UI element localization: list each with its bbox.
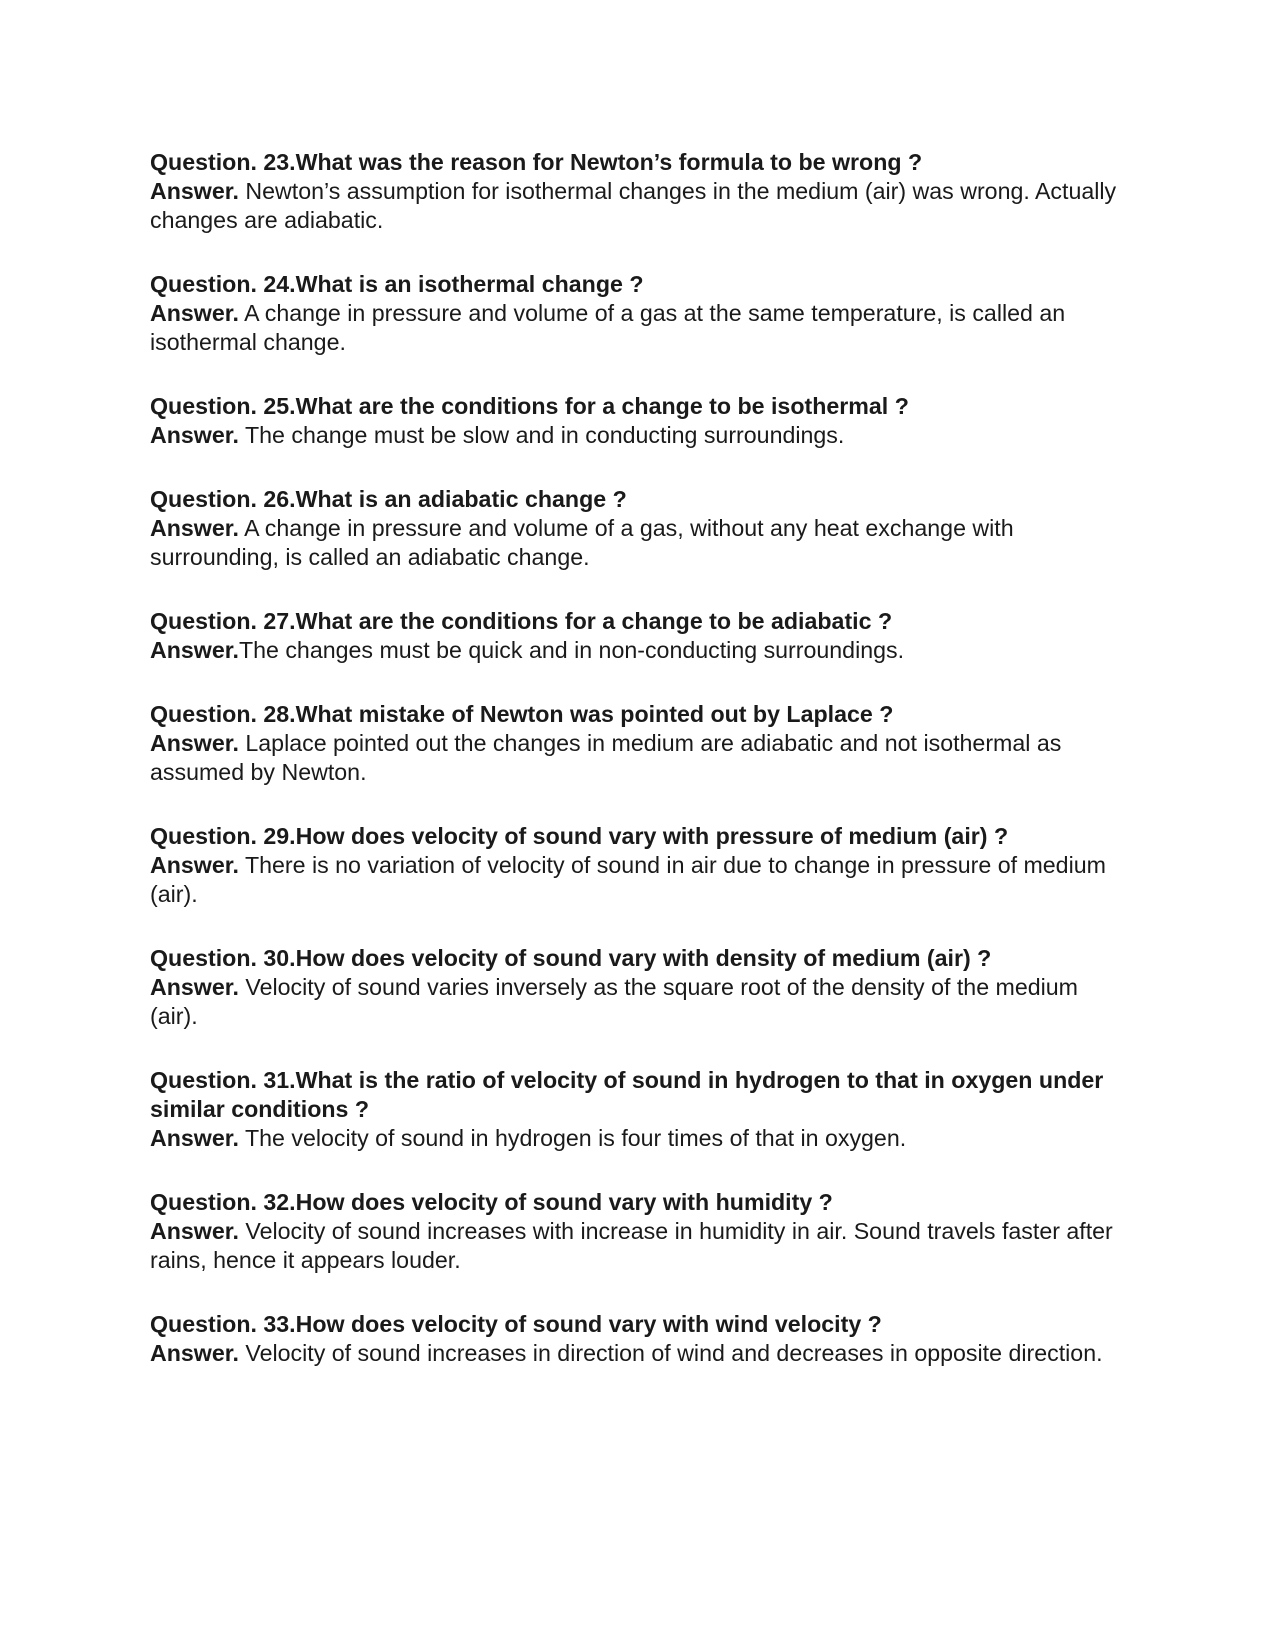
answer-paragraph [150, 514, 1120, 572]
answer-text: There is no variation of velocity of sound in air due to change in pressure of medium (air). [150, 852, 1106, 907]
qa-item-33 [150, 1310, 1120, 1368]
answer-text: The changes must be quick and in non-conducting surroundings. [238, 637, 905, 663]
question-text: Question. 25.What are the conditions for a change to be isothermal ? [150, 393, 909, 419]
answer-label: Answer. [150, 637, 239, 663]
answer-label: Answer. [150, 515, 239, 541]
qa-item-29 [150, 822, 1120, 909]
question-text: Question. 23.What was the reason for Newton’s formula to be wrong ? [150, 149, 923, 175]
question-text: Question. 32.How does velocity of sound vary with humidity ? [150, 1189, 833, 1215]
question-text: Question. 27.What are the conditions for a change to be adiabatic ? [150, 608, 893, 634]
qa-item-26 [150, 485, 1120, 572]
answer-paragraph [150, 729, 1120, 787]
answer-label: Answer. [150, 178, 239, 204]
answer-text: Newton’s assumption for isothermal changes in the medium (air) was wrong. Actually changes are adiabatic. [150, 178, 1117, 233]
answer-paragraph [150, 1124, 1120, 1153]
answer-text: Velocity of sound increases in direction of wind and decreases in opposite direction. [238, 1340, 1103, 1366]
question-text: Question. 30.How does velocity of sound vary with density of medium (air) ? [150, 945, 992, 971]
answer-label: Answer. [150, 1125, 239, 1151]
answer-paragraph [150, 851, 1120, 909]
answer-label: Answer. [150, 300, 239, 326]
answer-text: The change must be slow and in conducting surroundings. [238, 422, 845, 448]
answer-paragraph [150, 1217, 1120, 1275]
question-text: Question. 24.What is an isothermal change ? [150, 271, 644, 297]
answer-paragraph [150, 636, 1120, 665]
question-text: Question. 29.How does velocity of sound vary with pressure of medium (air) ? [150, 823, 1009, 849]
answer-text: Velocity of sound increases with increase in humidity in air. Sound travels faster after rains, hence it appears louder. [150, 1218, 1113, 1273]
qa-item-23 [150, 148, 1120, 235]
answer-paragraph [150, 973, 1120, 1031]
answer-label: Answer. [150, 852, 239, 878]
question-text: Question. 33.How does velocity of sound vary with wind velocity ? [150, 1311, 882, 1337]
answer-label: Answer. [150, 1340, 239, 1366]
qa-item-28 [150, 700, 1120, 787]
answer-paragraph [150, 299, 1120, 357]
qa-item-24 [150, 270, 1120, 357]
question-text: Question. 31.What is the ratio of velocity of sound in hydrogen to that in oxygen under similar conditions ? [150, 1067, 1104, 1122]
answer-paragraph [150, 177, 1120, 235]
answer-text: Laplace pointed out the changes in medium are adiabatic and not isothermal as assumed by Newton. [150, 730, 1062, 785]
question-text: Question. 28.What mistake of Newton was pointed out by Laplace ? [150, 701, 894, 727]
qa-item-31 [150, 1066, 1120, 1153]
answer-label: Answer. [150, 730, 239, 756]
question-text: Question. 26.What is an adiabatic change ? [150, 486, 627, 512]
answer-text: A change in pressure and volume of a gas, without any heat exchange with surrounding, is called an adiabatic change. [150, 515, 1014, 570]
answer-text: A change in pressure and volume of a gas at the same temperature, is called an isothermal change. [150, 300, 1066, 355]
document-page [150, 148, 1120, 1403]
answer-text: Velocity of sound varies inversely as the square root of the density of the medium (air). [150, 974, 1079, 1029]
qa-item-27 [150, 607, 1120, 665]
qa-item-25 [150, 392, 1120, 450]
qa-item-30 [150, 944, 1120, 1031]
answer-label: Answer. [150, 1218, 239, 1244]
answer-label: Answer. [150, 422, 239, 448]
qa-item-32 [150, 1188, 1120, 1275]
answer-label: Answer. [150, 974, 239, 1000]
answer-paragraph [150, 421, 1120, 450]
answer-text: The velocity of sound in hydrogen is four times of that in oxygen. [238, 1125, 907, 1151]
answer-paragraph [150, 1339, 1120, 1368]
